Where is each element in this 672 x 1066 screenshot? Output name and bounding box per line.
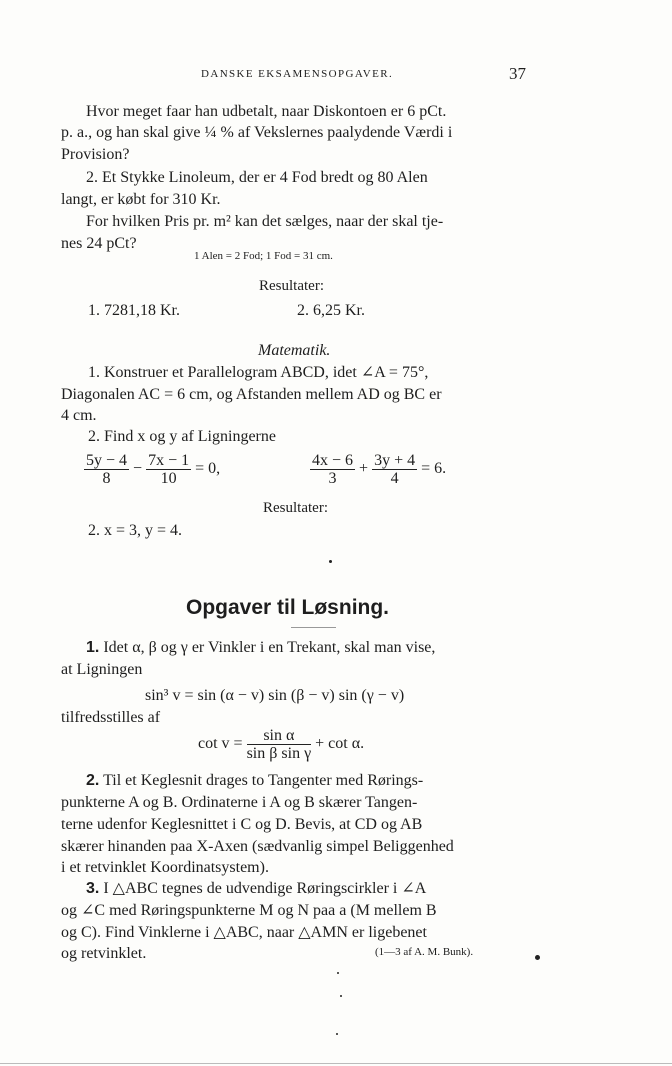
text-line: 1. Konstruer et Parallelogram ABCD, idet ∠A = 75°, — [88, 364, 429, 381]
unit-note: 1 Alen = 2 Fod; 1 Fod = 31 cm. — [194, 250, 333, 262]
results-heading: Resultater: — [259, 278, 324, 294]
text-line: p. a., og han skal give ¼ % af Vekslernes paalydende Værdi i — [61, 124, 453, 141]
ink-speck — [337, 972, 339, 974]
denominator: 10 — [160, 470, 177, 487]
fraction — [84, 452, 129, 487]
operator: − — [133, 460, 143, 478]
text-line: punkterne A og B. Ordinaterne i A og B skærer Tangen- — [61, 794, 418, 811]
text-line: og C). Find Vinklerne i △ABC, naar △AMN er ligebenet — [61, 924, 427, 941]
fraction — [310, 452, 355, 487]
text-line: nes 24 pCt? — [61, 235, 137, 252]
fraction — [372, 452, 417, 487]
text-line: Diagonalen AC = 6 cm, og Afstanden mellem AD og BC er — [61, 386, 442, 403]
credit-note: (1—3 af A. M. Bunk). — [375, 946, 474, 958]
fraction — [247, 727, 312, 762]
page-number: 37 — [509, 64, 526, 83]
result-item: 2. x = 3, y = 4. — [88, 522, 183, 539]
results-heading: Resultater: — [263, 500, 328, 516]
text-line: 2. Find x og y af Ligningerne — [88, 428, 276, 445]
section-subheading: Matematik. — [258, 342, 331, 359]
scan-edge — [0, 1063, 672, 1064]
fraction — [146, 452, 191, 487]
text-line: terne udenfor Keglesnittet i C og D. Bevis, at CD og AB — [61, 816, 423, 833]
text-line: i et retvinklet Koordinatsystem). — [61, 859, 269, 876]
ink-speck — [329, 560, 332, 563]
text-line: Hvor meget faar han udbetalt, naar Diskontoen er 6 pCt. — [86, 103, 447, 120]
running-title: DANSKE EKSAMENSOPGAVER. — [201, 68, 394, 80]
exercise-2 — [86, 770, 423, 791]
equation-cot — [198, 727, 364, 762]
result-item: 2. 6,25 Kr. — [297, 302, 365, 319]
exercise-number: 2. — [86, 772, 100, 789]
text-line: og retvinklet. — [61, 945, 147, 962]
section-heading: Opgaver til Løsning. — [186, 596, 390, 619]
exercise-number: 3. — [86, 880, 100, 897]
numerator: 5y − 4 — [86, 452, 128, 469]
text-line: Idet α, β og γ er Vinkler i en Trekant, skal man vise, — [103, 639, 436, 656]
ink-speck — [340, 995, 342, 997]
ink-speck — [535, 955, 540, 960]
text-line: 4 cm. — [61, 407, 97, 424]
numerator: 3y + 4 — [374, 452, 416, 469]
equation-lhs: cot v = — [198, 735, 243, 753]
text-line: langt, er købt for 310 Kr. — [61, 191, 221, 208]
exercise-3 — [86, 878, 426, 899]
text-line: For hvilken Pris pr. m² kan det sælges, naar der skal tje- — [86, 213, 444, 230]
equation-rhs: + cot α. — [315, 735, 365, 753]
exercise-number: 1. — [86, 639, 100, 656]
text-line: Provision? — [61, 146, 130, 163]
denominator: 4 — [390, 470, 399, 487]
denominator: 8 — [102, 470, 111, 487]
equation-2 — [310, 452, 446, 487]
equation-1 — [84, 452, 220, 487]
text-line: 2. Et Stykke Linoleum, der er 4 Fod bredt og 80 Alen — [86, 169, 428, 186]
text-line: tilfredsstilles af — [61, 709, 161, 726]
equation-rhs: = 0, — [195, 460, 221, 478]
result-item: 1. 7281,18 Kr. — [88, 302, 180, 319]
exercise-1 — [86, 637, 435, 658]
text-line: I △ABC tegnes de udvendige Røringscirkler i ∠A — [103, 880, 427, 897]
equation-sin: sin³ v = sin (α − v) sin (β − v) sin (γ − v) — [145, 687, 405, 704]
numerator: sin α — [247, 727, 312, 745]
text-line: at Ligningen — [61, 661, 143, 678]
denominator: 3 — [328, 470, 337, 487]
text-line: Til et Keglesnit drages to Tangenter med Rørings- — [103, 772, 424, 789]
text-line: og ∠C med Røringspunkterne M og N paa a (M mellem B — [61, 902, 437, 919]
ink-speck — [336, 1033, 338, 1035]
text-line: skærer hinanden paa X-Axen (sædvanlig simpel Beliggenhed — [61, 838, 454, 855]
numerator: 7x − 1 — [148, 452, 190, 469]
denominator: sin β sin γ — [246, 745, 312, 762]
divider — [291, 627, 336, 628]
operator: + — [359, 460, 369, 478]
numerator: 4x − 6 — [312, 452, 354, 469]
equation-rhs: = 6. — [421, 460, 447, 478]
